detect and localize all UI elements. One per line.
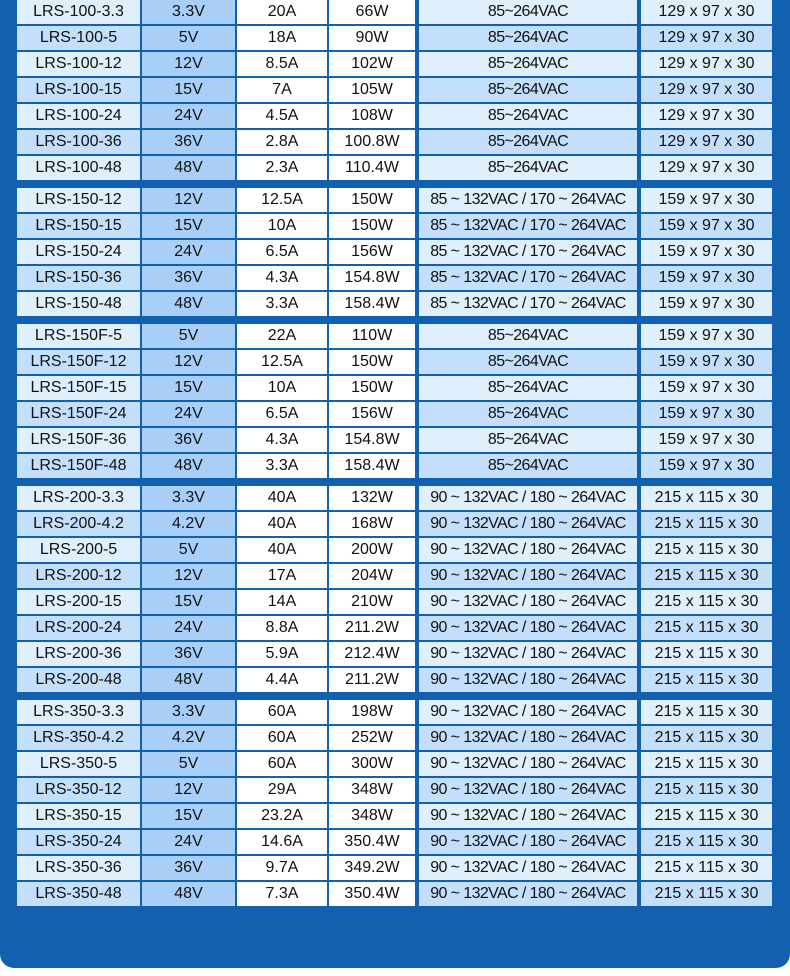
model-cell: LRS-100-24 bbox=[17, 104, 140, 128]
input-range-cell: 90 ~ 132VAC / 180 ~ 264VAC bbox=[419, 882, 637, 906]
input-range-cell: 90 ~ 132VAC / 180 ~ 264VAC bbox=[419, 752, 637, 776]
table-row bbox=[17, 512, 772, 536]
current-cell: 14A bbox=[237, 590, 327, 614]
dimensions-cell: 215 x 115 x 30 bbox=[641, 668, 772, 692]
power-cell: 200W bbox=[329, 538, 415, 562]
dimensions-cell: 159 x 97 x 30 bbox=[641, 324, 772, 348]
dimensions-cell: 129 x 97 x 30 bbox=[641, 156, 772, 180]
power-cell: 150W bbox=[329, 376, 415, 400]
table-row bbox=[17, 882, 772, 906]
voltage-cell: 4.2V bbox=[142, 726, 235, 750]
power-cell: 350.4W bbox=[329, 882, 415, 906]
dimensions-cell: 215 x 115 x 30 bbox=[641, 882, 772, 906]
table-row bbox=[17, 778, 772, 802]
power-cell: 212.4W bbox=[329, 642, 415, 666]
model-cell: LRS-150-36 bbox=[17, 266, 140, 290]
voltage-cell: 15V bbox=[142, 804, 235, 828]
power-cell: 211.2W bbox=[329, 616, 415, 640]
model-cell: LRS-350-12 bbox=[17, 778, 140, 802]
model-cell: LRS-200-24 bbox=[17, 616, 140, 640]
input-range-cell: 85 ~ 132VAC / 170 ~ 264VAC bbox=[419, 214, 637, 238]
model-cell: LRS-150F-15 bbox=[17, 376, 140, 400]
voltage-cell: 12V bbox=[142, 778, 235, 802]
current-cell: 12.5A bbox=[237, 350, 327, 374]
current-cell: 4.3A bbox=[237, 266, 327, 290]
current-cell: 2.8A bbox=[237, 130, 327, 154]
voltage-cell: 15V bbox=[142, 376, 235, 400]
power-cell: 210W bbox=[329, 590, 415, 614]
input-range-cell: 85~264VAC bbox=[419, 0, 637, 24]
dimensions-cell: 215 x 115 x 30 bbox=[641, 726, 772, 750]
input-range-cell: 90 ~ 132VAC / 180 ~ 264VAC bbox=[419, 856, 637, 880]
input-range-cell: 85 ~ 132VAC / 170 ~ 264VAC bbox=[419, 266, 637, 290]
dimensions-cell: 129 x 97 x 30 bbox=[641, 104, 772, 128]
dimensions-cell: 129 x 97 x 30 bbox=[641, 78, 772, 102]
model-cell: LRS-200-48 bbox=[17, 668, 140, 692]
power-cell: 150W bbox=[329, 188, 415, 212]
table-row bbox=[17, 752, 772, 776]
table-row bbox=[17, 642, 772, 666]
power-cell: 349.2W bbox=[329, 856, 415, 880]
input-range-cell: 85 ~ 132VAC / 170 ~ 264VAC bbox=[419, 292, 637, 316]
current-cell: 9.7A bbox=[237, 856, 327, 880]
power-cell: 90W bbox=[329, 26, 415, 50]
table-row bbox=[17, 454, 772, 478]
current-cell: 12.5A bbox=[237, 188, 327, 212]
table-row bbox=[17, 668, 772, 692]
dimensions-cell: 159 x 97 x 30 bbox=[641, 240, 772, 264]
voltage-cell: 12V bbox=[142, 564, 235, 588]
input-range-cell: 90 ~ 132VAC / 180 ~ 264VAC bbox=[419, 804, 637, 828]
voltage-cell: 5V bbox=[142, 752, 235, 776]
power-cell: 156W bbox=[329, 402, 415, 426]
dimensions-cell: 215 x 115 x 30 bbox=[641, 752, 772, 776]
current-cell: 4.5A bbox=[237, 104, 327, 128]
table-row bbox=[17, 0, 772, 24]
table-row bbox=[17, 188, 772, 212]
input-range-cell: 90 ~ 132VAC / 180 ~ 264VAC bbox=[419, 668, 637, 692]
power-cell: 110.4W bbox=[329, 156, 415, 180]
input-range-cell: 85~264VAC bbox=[419, 52, 637, 76]
voltage-cell: 36V bbox=[142, 642, 235, 666]
input-range-cell: 90 ~ 132VAC / 180 ~ 264VAC bbox=[419, 726, 637, 750]
model-cell: LRS-100-12 bbox=[17, 52, 140, 76]
voltage-cell: 12V bbox=[142, 350, 235, 374]
current-cell: 3.3A bbox=[237, 292, 327, 316]
current-cell: 10A bbox=[237, 376, 327, 400]
voltage-cell: 15V bbox=[142, 590, 235, 614]
current-cell: 20A bbox=[237, 0, 327, 24]
input-range-cell: 90 ~ 132VAC / 180 ~ 264VAC bbox=[419, 486, 637, 510]
dimensions-cell: 129 x 97 x 30 bbox=[641, 52, 772, 76]
model-cell: LRS-350-48 bbox=[17, 882, 140, 906]
input-range-cell: 90 ~ 132VAC / 180 ~ 264VAC bbox=[419, 830, 637, 854]
voltage-cell: 24V bbox=[142, 240, 235, 264]
model-cell: LRS-200-36 bbox=[17, 642, 140, 666]
voltage-cell: 4.2V bbox=[142, 512, 235, 536]
power-cell: 158.4W bbox=[329, 454, 415, 478]
model-cell: LRS-150F-36 bbox=[17, 428, 140, 452]
current-cell: 4.4A bbox=[237, 668, 327, 692]
current-cell: 29A bbox=[237, 778, 327, 802]
current-cell: 3.3A bbox=[237, 454, 327, 478]
table-row bbox=[17, 428, 772, 452]
model-cell: LRS-350-5 bbox=[17, 752, 140, 776]
voltage-cell: 5V bbox=[142, 324, 235, 348]
voltage-cell: 24V bbox=[142, 830, 235, 854]
power-cell: 204W bbox=[329, 564, 415, 588]
dimensions-cell: 215 x 115 x 30 bbox=[641, 778, 772, 802]
power-cell: 198W bbox=[329, 700, 415, 724]
current-cell: 14.6A bbox=[237, 830, 327, 854]
current-cell: 7.3A bbox=[237, 882, 327, 906]
voltage-cell: 15V bbox=[142, 78, 235, 102]
model-cell: LRS-350-15 bbox=[17, 804, 140, 828]
input-range-cell: 85~264VAC bbox=[419, 156, 637, 180]
input-range-cell: 85~264VAC bbox=[419, 350, 637, 374]
dimensions-cell: 159 x 97 x 30 bbox=[641, 266, 772, 290]
voltage-cell: 24V bbox=[142, 104, 235, 128]
voltage-cell: 5V bbox=[142, 26, 235, 50]
dimensions-cell: 215 x 115 x 30 bbox=[641, 590, 772, 614]
input-range-cell: 90 ~ 132VAC / 180 ~ 264VAC bbox=[419, 564, 637, 588]
table-row bbox=[17, 324, 772, 348]
voltage-cell: 36V bbox=[142, 130, 235, 154]
voltage-cell: 12V bbox=[142, 188, 235, 212]
dimensions-cell: 215 x 115 x 30 bbox=[641, 616, 772, 640]
table-row bbox=[17, 156, 772, 180]
spec-table bbox=[17, 0, 772, 908]
input-range-cell: 90 ~ 132VAC / 180 ~ 264VAC bbox=[419, 616, 637, 640]
input-range-cell: 85~264VAC bbox=[419, 428, 637, 452]
dimensions-cell: 215 x 115 x 30 bbox=[641, 830, 772, 854]
current-cell: 60A bbox=[237, 752, 327, 776]
input-range-cell: 85~264VAC bbox=[419, 402, 637, 426]
current-cell: 60A bbox=[237, 726, 327, 750]
model-cell: LRS-150F-24 bbox=[17, 402, 140, 426]
table-row bbox=[17, 376, 772, 400]
dimensions-cell: 215 x 115 x 30 bbox=[641, 538, 772, 562]
table-row bbox=[17, 402, 772, 426]
power-cell: 154.8W bbox=[329, 266, 415, 290]
power-cell: 110W bbox=[329, 324, 415, 348]
model-cell: LRS-150F-48 bbox=[17, 454, 140, 478]
dimensions-cell: 215 x 115 x 30 bbox=[641, 642, 772, 666]
dimensions-cell: 159 x 97 x 30 bbox=[641, 376, 772, 400]
dimensions-cell: 215 x 115 x 30 bbox=[641, 856, 772, 880]
table-row bbox=[17, 266, 772, 290]
power-cell: 348W bbox=[329, 804, 415, 828]
power-cell: 158.4W bbox=[329, 292, 415, 316]
power-cell: 66W bbox=[329, 0, 415, 24]
model-cell: LRS-150-12 bbox=[17, 188, 140, 212]
current-cell: 8.5A bbox=[237, 52, 327, 76]
voltage-cell: 48V bbox=[142, 156, 235, 180]
power-cell: 252W bbox=[329, 726, 415, 750]
model-cell: LRS-100-36 bbox=[17, 130, 140, 154]
dimensions-cell: 215 x 115 x 30 bbox=[641, 804, 772, 828]
model-cell: LRS-150-24 bbox=[17, 240, 140, 264]
current-cell: 40A bbox=[237, 512, 327, 536]
power-cell: 102W bbox=[329, 52, 415, 76]
power-cell: 100.8W bbox=[329, 130, 415, 154]
input-range-cell: 85 ~ 132VAC / 170 ~ 264VAC bbox=[419, 240, 637, 264]
voltage-cell: 48V bbox=[142, 454, 235, 478]
model-cell: LRS-150F-5 bbox=[17, 324, 140, 348]
table-row bbox=[17, 130, 772, 154]
table-row bbox=[17, 104, 772, 128]
power-cell: 150W bbox=[329, 214, 415, 238]
dimensions-cell: 159 x 97 x 30 bbox=[641, 214, 772, 238]
model-cell: LRS-350-24 bbox=[17, 830, 140, 854]
current-cell: 18A bbox=[237, 26, 327, 50]
input-range-cell: 85~264VAC bbox=[419, 78, 637, 102]
voltage-cell: 36V bbox=[142, 266, 235, 290]
current-cell: 10A bbox=[237, 214, 327, 238]
power-cell: 108W bbox=[329, 104, 415, 128]
voltage-cell: 3.3V bbox=[142, 700, 235, 724]
dimensions-cell: 215 x 115 x 30 bbox=[641, 564, 772, 588]
current-cell: 4.3A bbox=[237, 428, 327, 452]
power-cell: 150W bbox=[329, 350, 415, 374]
dimensions-cell: 129 x 97 x 30 bbox=[641, 130, 772, 154]
power-cell: 132W bbox=[329, 486, 415, 510]
voltage-cell: 48V bbox=[142, 292, 235, 316]
model-cell: LRS-200-15 bbox=[17, 590, 140, 614]
dimensions-cell: 129 x 97 x 30 bbox=[641, 0, 772, 24]
model-cell: LRS-100-5 bbox=[17, 26, 140, 50]
current-cell: 7A bbox=[237, 78, 327, 102]
voltage-cell: 15V bbox=[142, 214, 235, 238]
model-cell: LRS-100-15 bbox=[17, 78, 140, 102]
model-cell: LRS-350-3.3 bbox=[17, 700, 140, 724]
dimensions-cell: 215 x 115 x 30 bbox=[641, 512, 772, 536]
voltage-cell: 5V bbox=[142, 538, 235, 562]
input-range-cell: 90 ~ 132VAC / 180 ~ 264VAC bbox=[419, 590, 637, 614]
current-cell: 40A bbox=[237, 486, 327, 510]
table-row bbox=[17, 538, 772, 562]
table-row bbox=[17, 52, 772, 76]
dimensions-cell: 159 x 97 x 30 bbox=[641, 402, 772, 426]
model-cell: LRS-150-15 bbox=[17, 214, 140, 238]
input-range-cell: 85 ~ 132VAC / 170 ~ 264VAC bbox=[419, 188, 637, 212]
table-row bbox=[17, 856, 772, 880]
current-cell: 17A bbox=[237, 564, 327, 588]
power-cell: 105W bbox=[329, 78, 415, 102]
input-range-cell: 90 ~ 132VAC / 180 ~ 264VAC bbox=[419, 778, 637, 802]
input-range-cell: 90 ~ 132VAC / 180 ~ 264VAC bbox=[419, 642, 637, 666]
power-cell: 156W bbox=[329, 240, 415, 264]
input-range-cell: 90 ~ 132VAC / 180 ~ 264VAC bbox=[419, 512, 637, 536]
model-cell: LRS-150F-12 bbox=[17, 350, 140, 374]
dimensions-cell: 129 x 97 x 30 bbox=[641, 26, 772, 50]
table-row bbox=[17, 590, 772, 614]
current-cell: 8.8A bbox=[237, 616, 327, 640]
dimensions-cell: 215 x 115 x 30 bbox=[641, 700, 772, 724]
table-row bbox=[17, 804, 772, 828]
dimensions-cell: 159 x 97 x 30 bbox=[641, 188, 772, 212]
input-range-cell: 85~264VAC bbox=[419, 130, 637, 154]
table-row bbox=[17, 616, 772, 640]
table-row bbox=[17, 292, 772, 316]
model-cell: LRS-200-12 bbox=[17, 564, 140, 588]
input-range-cell: 85~264VAC bbox=[419, 324, 637, 348]
voltage-cell: 36V bbox=[142, 428, 235, 452]
dimensions-cell: 159 x 97 x 30 bbox=[641, 292, 772, 316]
table-row bbox=[17, 350, 772, 374]
dimensions-cell: 215 x 115 x 30 bbox=[641, 486, 772, 510]
voltage-cell: 3.3V bbox=[142, 486, 235, 510]
current-cell: 40A bbox=[237, 538, 327, 562]
table-row bbox=[17, 214, 772, 238]
voltage-cell: 24V bbox=[142, 616, 235, 640]
current-cell: 2.3A bbox=[237, 156, 327, 180]
input-range-cell: 85~264VAC bbox=[419, 376, 637, 400]
power-cell: 350.4W bbox=[329, 830, 415, 854]
model-cell: LRS-350-4.2 bbox=[17, 726, 140, 750]
table-row bbox=[17, 486, 772, 510]
model-cell: LRS-200-5 bbox=[17, 538, 140, 562]
power-cell: 348W bbox=[329, 778, 415, 802]
table-row bbox=[17, 830, 772, 854]
table-row bbox=[17, 240, 772, 264]
power-cell: 168W bbox=[329, 512, 415, 536]
power-cell: 154.8W bbox=[329, 428, 415, 452]
input-range-cell: 85~264VAC bbox=[419, 454, 637, 478]
current-cell: 6.5A bbox=[237, 402, 327, 426]
dimensions-cell: 159 x 97 x 30 bbox=[641, 428, 772, 452]
dimensions-cell: 159 x 97 x 30 bbox=[641, 350, 772, 374]
voltage-cell: 36V bbox=[142, 856, 235, 880]
input-range-cell: 85~264VAC bbox=[419, 104, 637, 128]
voltage-cell: 24V bbox=[142, 402, 235, 426]
power-cell: 300W bbox=[329, 752, 415, 776]
table-row bbox=[17, 700, 772, 724]
table-row bbox=[17, 26, 772, 50]
input-range-cell: 90 ~ 132VAC / 180 ~ 264VAC bbox=[419, 700, 637, 724]
model-cell: LRS-200-4.2 bbox=[17, 512, 140, 536]
current-cell: 6.5A bbox=[237, 240, 327, 264]
current-cell: 22A bbox=[237, 324, 327, 348]
voltage-cell: 12V bbox=[142, 52, 235, 76]
current-cell: 60A bbox=[237, 700, 327, 724]
input-range-cell: 85~264VAC bbox=[419, 26, 637, 50]
current-cell: 23.2A bbox=[237, 804, 327, 828]
table-row bbox=[17, 78, 772, 102]
table-row bbox=[17, 564, 772, 588]
voltage-cell: 48V bbox=[142, 668, 235, 692]
model-cell: LRS-200-3.3 bbox=[17, 486, 140, 510]
power-cell: 211.2W bbox=[329, 668, 415, 692]
voltage-cell: 48V bbox=[142, 882, 235, 906]
current-cell: 5.9A bbox=[237, 642, 327, 666]
input-range-cell: 90 ~ 132VAC / 180 ~ 264VAC bbox=[419, 538, 637, 562]
model-cell: LRS-350-36 bbox=[17, 856, 140, 880]
model-cell: LRS-150-48 bbox=[17, 292, 140, 316]
table-row bbox=[17, 726, 772, 750]
model-cell: LRS-100-3.3 bbox=[17, 0, 140, 24]
model-cell: LRS-100-48 bbox=[17, 156, 140, 180]
dimensions-cell: 159 x 97 x 30 bbox=[641, 454, 772, 478]
voltage-cell: 3.3V bbox=[142, 0, 235, 24]
